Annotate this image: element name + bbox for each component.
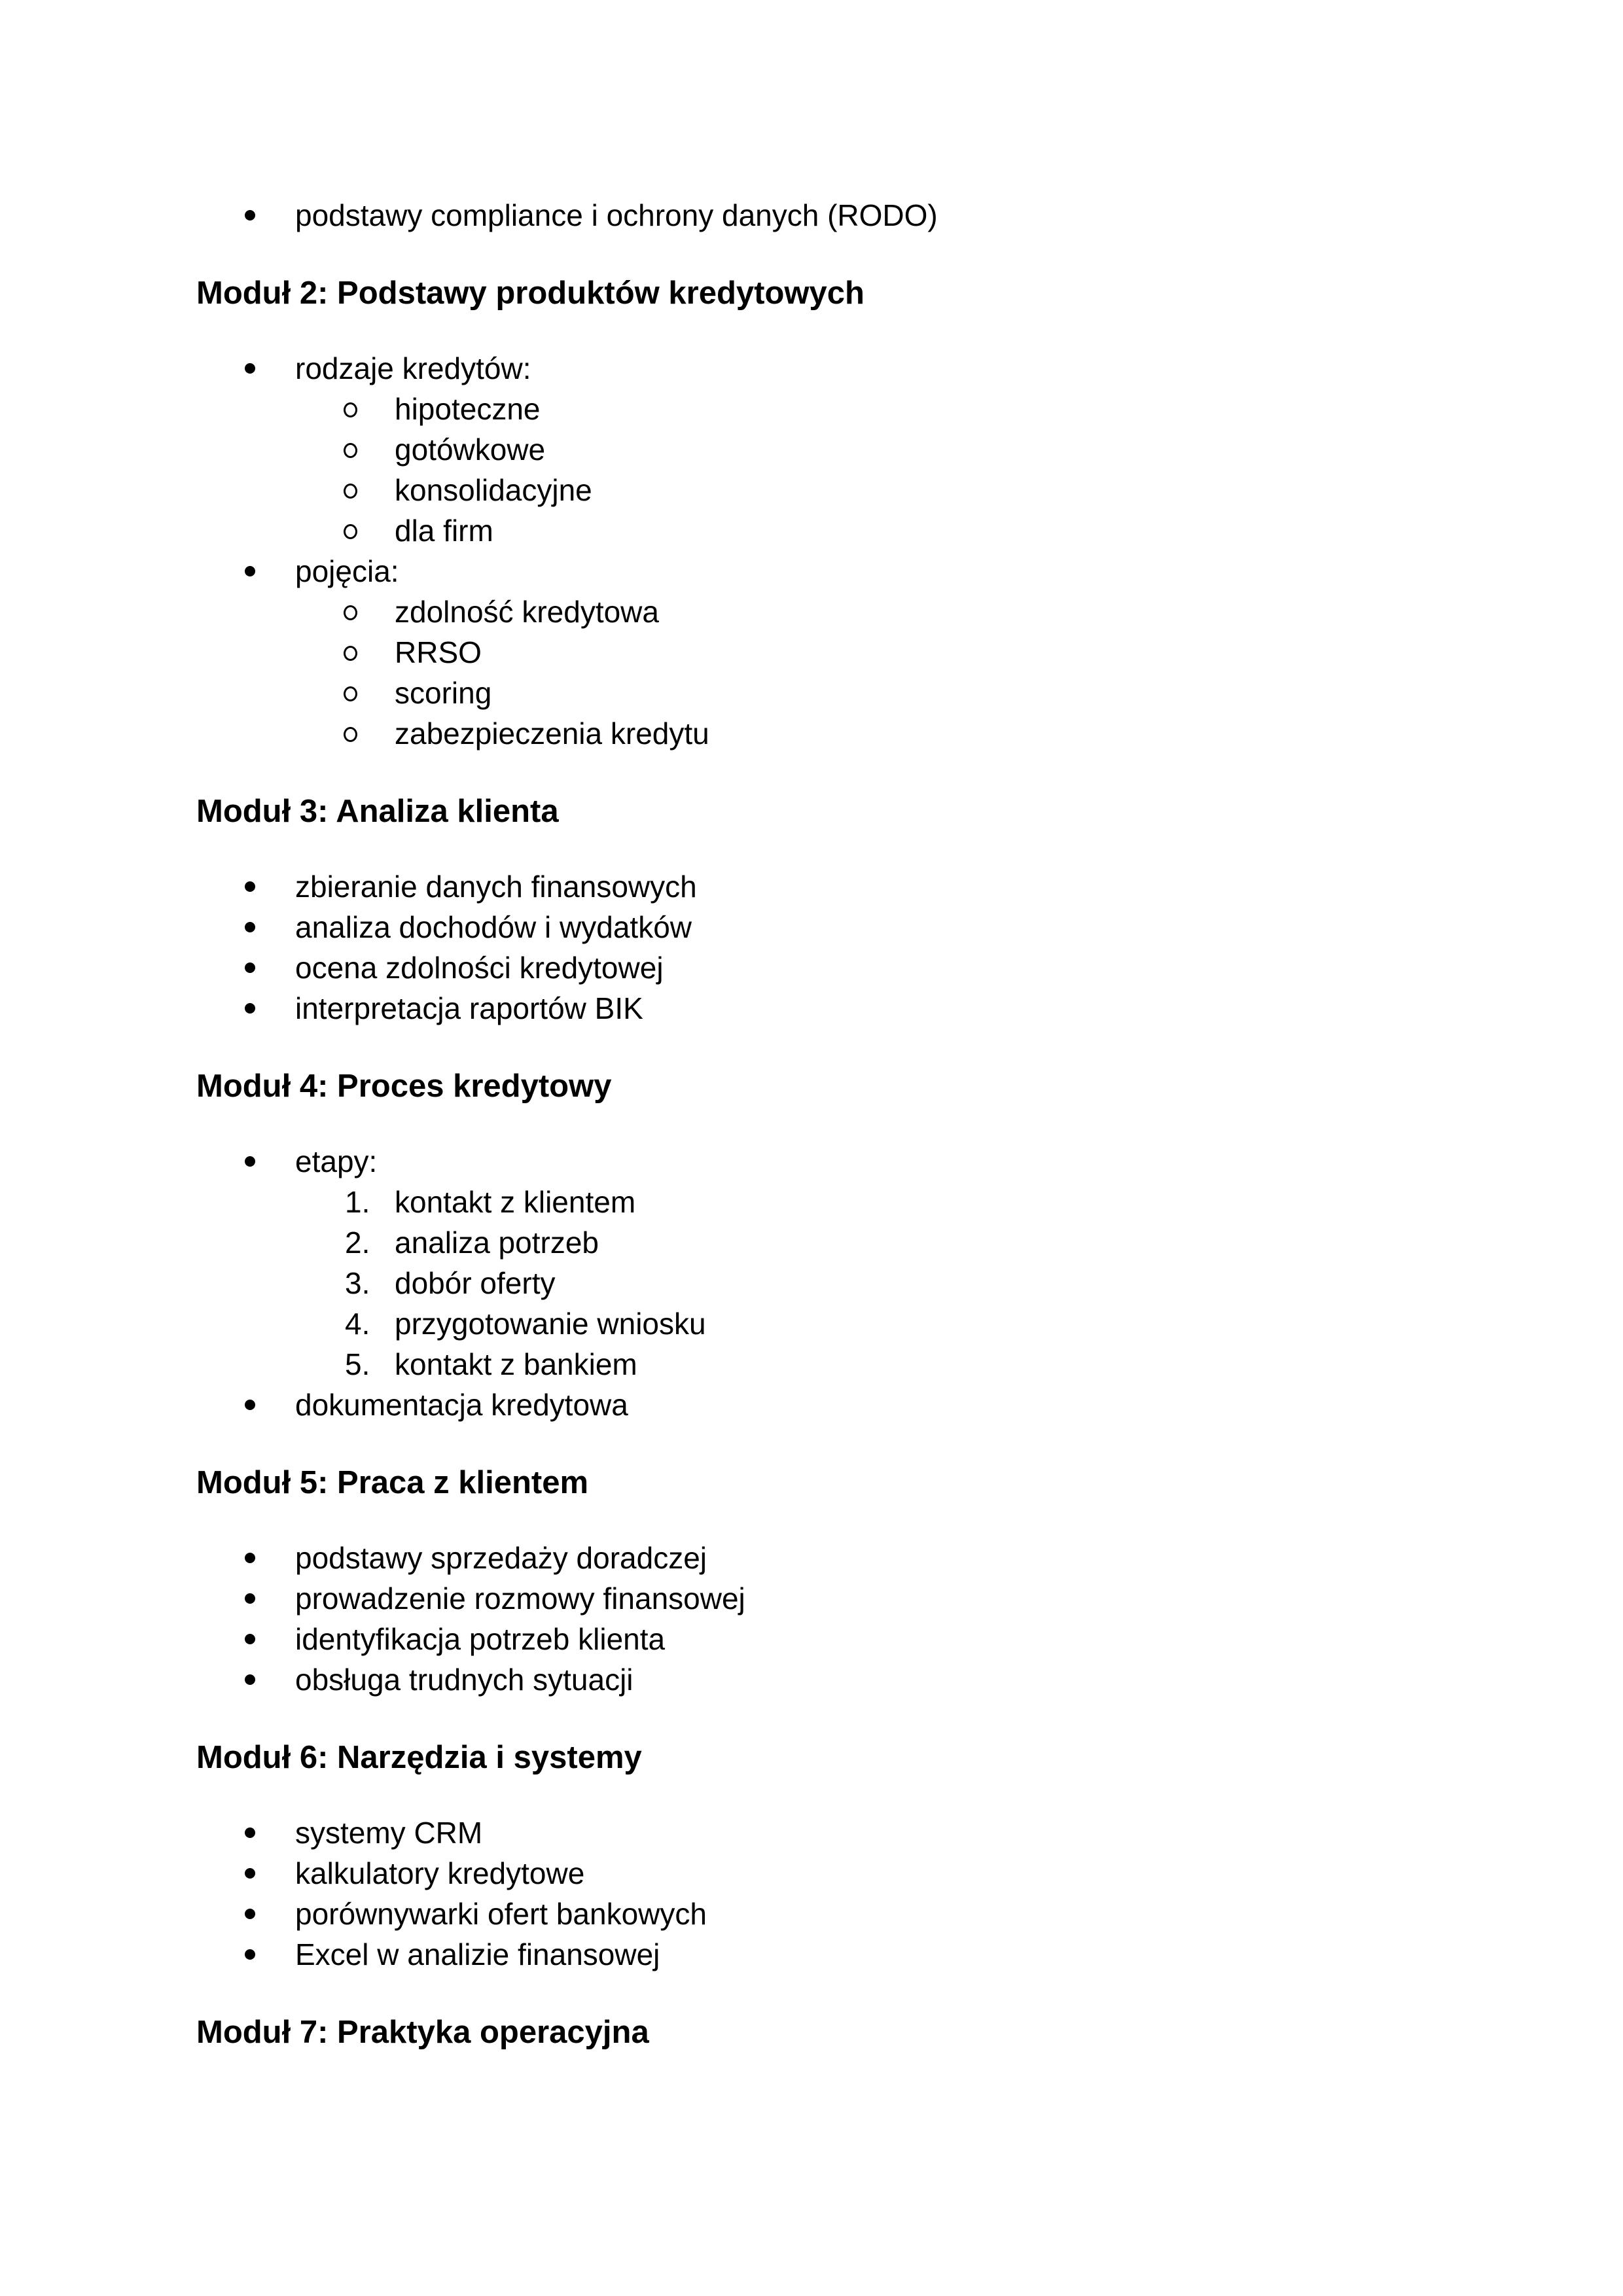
numbered-item-text: analiza potrzeb (395, 1226, 599, 1260)
bullet-item (196, 907, 1427, 947)
bullet-item (196, 1578, 1427, 1619)
bullet-text: identyfikacja potrzeb klienta (295, 1622, 666, 1656)
bullet-dot-icon (245, 1553, 255, 1563)
sub-bullet-item (295, 592, 1427, 632)
bullet-dot-icon (245, 210, 255, 221)
circle-bullet-icon (344, 524, 357, 539)
item-number: 3. (345, 1266, 370, 1300)
sub-bullet-item (295, 673, 1427, 713)
bullet-item (196, 1619, 1427, 1659)
bullet-text: obsługa trudnych sytuacji (295, 1663, 633, 1697)
sub-bullet-text: dla firm (395, 514, 493, 548)
bullet-item (196, 1659, 1427, 1700)
modul-5-list (196, 1538, 1427, 1700)
circle-bullet-icon (344, 605, 357, 620)
bullet-item (196, 1853, 1427, 1894)
bullet-text: prowadzenie rozmowy finansowej (295, 1581, 745, 1616)
bullet-item (196, 988, 1427, 1029)
bullet-item (196, 947, 1427, 988)
circle-bullet-icon (344, 443, 357, 458)
bullet-dot-icon (245, 1674, 255, 1685)
bullet-dot-icon (245, 1634, 255, 1644)
sub-bullet-text: zdolność kredytowa (395, 595, 659, 629)
item-number: 2. (345, 1226, 370, 1260)
bullet-text: analiza dochodów i wydatków (295, 910, 692, 944)
bullet-text: kalkulatory kredytowe (295, 1856, 585, 1890)
sub-bullet-text: zabezpieczenia kredytu (395, 716, 709, 751)
bullet-item (196, 866, 1427, 907)
bullet-item (196, 1812, 1427, 1853)
sub-bullet-item (295, 510, 1427, 551)
bullet-text: podstawy compliance i ochrony danych (RODO) (295, 198, 938, 232)
bullet-dot-icon (245, 1593, 255, 1604)
bullet-text: porównywarki ofert bankowych (295, 1897, 707, 1931)
numbered-item (295, 1263, 1427, 1303)
bullet-text: rodzaje kredytów: (295, 351, 531, 385)
item-number: 5. (345, 1347, 370, 1381)
bullet-item (196, 1141, 1427, 1385)
numbered-item (295, 1303, 1427, 1344)
heading-modul-4: Moduł 4: Proces kredytowy (196, 1069, 612, 1104)
modul-6-list (196, 1812, 1427, 1975)
bullet-dot-icon (245, 1156, 255, 1167)
circle-bullet-icon (344, 402, 357, 417)
bullet-dot-icon (245, 881, 255, 892)
numbered-item (295, 1344, 1427, 1385)
sub-bullet-item (295, 389, 1427, 429)
bullet-dot-icon (245, 1949, 255, 1960)
item-number: 1. (345, 1185, 370, 1219)
numbered-item-text: przygotowanie wniosku (395, 1307, 706, 1341)
modul-2-list (196, 348, 1427, 754)
sub-bullet-text: konsolidacyjne (395, 473, 592, 507)
circle-bullet-icon (344, 484, 357, 499)
bullet-item (196, 551, 1427, 754)
numbered-item (295, 1182, 1427, 1222)
bullet-dot-icon (245, 963, 255, 973)
sub-bullet-item (295, 713, 1427, 754)
intro-bullet-list (196, 195, 1427, 236)
numbered-item-text: kontakt z klientem (395, 1185, 636, 1219)
numbered-step-list (295, 1182, 1427, 1385)
sub-bullet-item (295, 632, 1427, 673)
numbered-item-text: kontakt z bankiem (395, 1347, 637, 1381)
sub-bullet-text: scoring (395, 676, 492, 710)
bullet-dot-icon (245, 922, 255, 932)
heading-modul-6: Moduł 6: Narzędzia i systemy (196, 1740, 642, 1775)
heading-modul-7: Moduł 7: Praktyka operacyjna (196, 2015, 649, 2050)
heading-modul-5: Moduł 5: Praca z klientem (196, 1465, 589, 1500)
sub-bullet-item (295, 429, 1427, 470)
bullet-text: zbieranie danych finansowych (295, 870, 697, 904)
numbered-item-text: dobór oferty (395, 1266, 556, 1300)
bullet-dot-icon (245, 1909, 255, 1919)
bullet-dot-icon (245, 1400, 255, 1410)
circle-bullet-icon (344, 646, 357, 661)
bullet-dot-icon (245, 566, 255, 576)
sub-bullet-item (295, 470, 1427, 510)
bullet-item (196, 1894, 1427, 1934)
modul-4-list (196, 1141, 1427, 1425)
bullet-text: dokumentacja kredytowa (295, 1388, 628, 1422)
bullet-dot-icon (245, 1828, 255, 1838)
sub-bullet-text: gotówkowe (395, 433, 546, 467)
item-number: 4. (345, 1307, 370, 1341)
sub-bullet-list (295, 592, 1427, 754)
bullet-dot-icon (245, 1003, 255, 1014)
circle-bullet-icon (344, 686, 357, 701)
sub-bullet-list (295, 389, 1427, 551)
bullet-text: systemy CRM (295, 1816, 483, 1850)
sub-bullet-text: RRSO (395, 635, 482, 669)
bullet-text: podstawy sprzedaży doradczej (295, 1541, 707, 1575)
document-content (196, 195, 1427, 2087)
bullet-text: ocena zdolności kredytowej (295, 951, 664, 985)
sub-bullet-text: hipoteczne (395, 392, 541, 426)
bullet-item (196, 195, 1427, 236)
bullet-dot-icon (245, 363, 255, 374)
modul-3-list (196, 866, 1427, 1029)
numbered-item (295, 1222, 1427, 1263)
bullet-item (196, 1934, 1427, 1975)
bullet-dot-icon (245, 1868, 255, 1879)
bullet-text: etapy: (295, 1144, 378, 1178)
bullet-item (196, 1538, 1427, 1578)
bullet-item (196, 348, 1427, 551)
heading-modul-3: Moduł 3: Analiza klienta (196, 794, 559, 829)
bullet-item (196, 1385, 1427, 1425)
bullet-text: interpretacja raportów BIK (295, 991, 643, 1025)
heading-modul-2: Moduł 2: Podstawy produktów kredytowych (196, 275, 865, 311)
bullet-text: pojęcia: (295, 554, 399, 588)
circle-bullet-icon (344, 727, 357, 742)
bullet-text: Excel w analizie finansowej (295, 1937, 660, 1971)
